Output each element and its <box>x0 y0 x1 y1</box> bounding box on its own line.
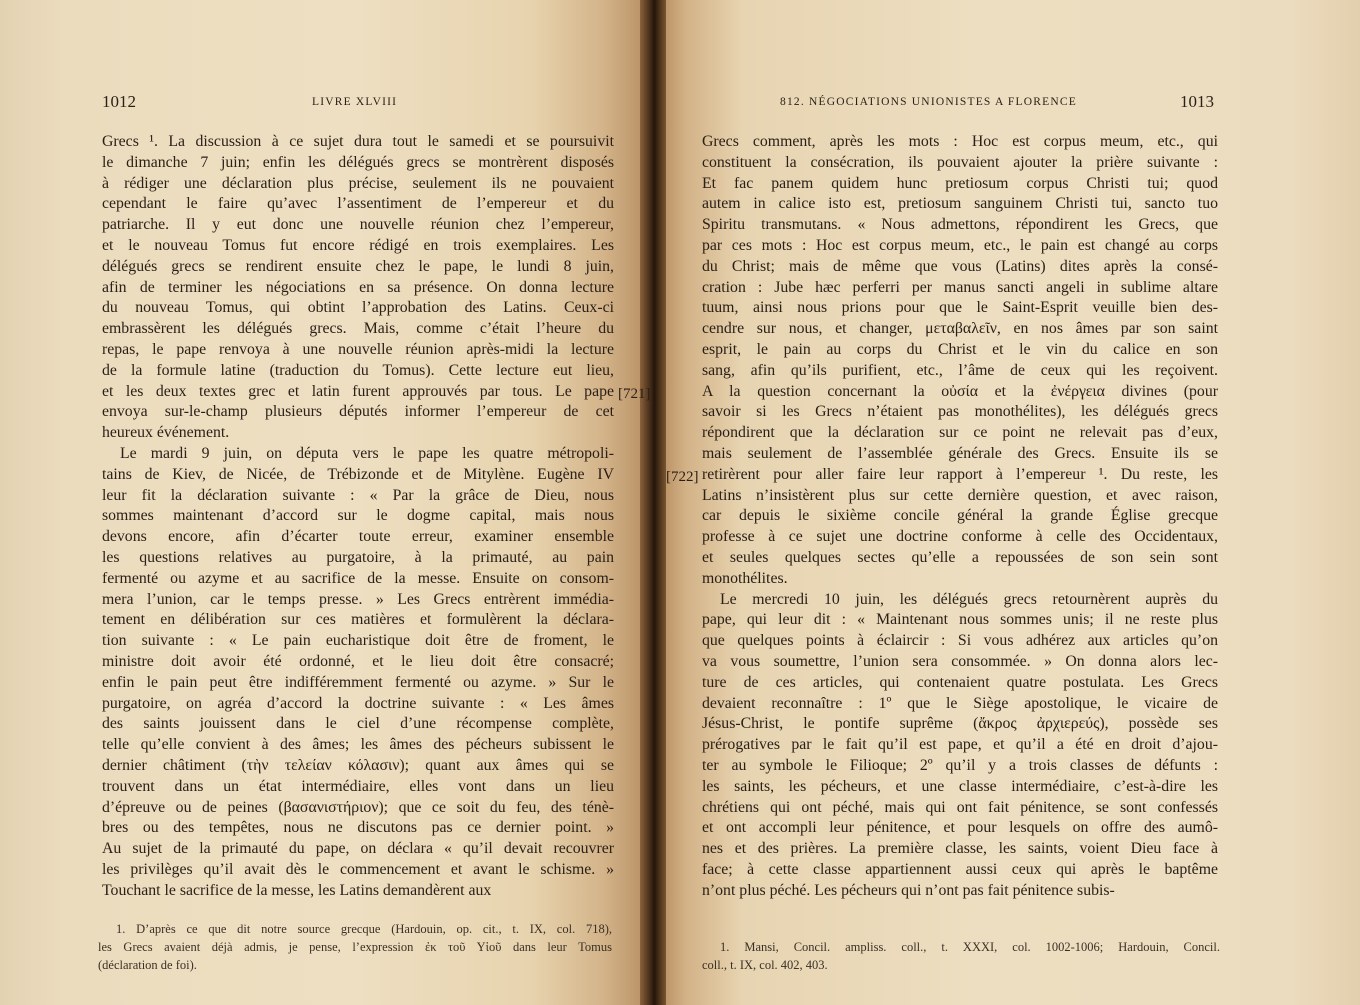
left-footnote <box>98 920 612 974</box>
text-line: esprit, le pain au corps du Christ et le vin du calice en son <box>702 340 1218 358</box>
text-line: mera l’union, car le temps presse. » Les Grecs entrèrent immédia- <box>102 590 614 608</box>
text-line: ministre doit avoir été ordonné, et le lieu doit être consacré; <box>102 652 614 670</box>
text-line: telle qu’elle convient à des âmes; les âmes des pécheurs subissent le <box>102 736 614 754</box>
text-line: cendre sur nous, et changer, μεταβαλεῖν, en nos âmes par son saint <box>702 320 1218 338</box>
text-line: prérogatives par le fait qu’il est pape, et qu’il a été en droit d’ajou- <box>702 736 1218 754</box>
text-line: va vous soumettre, l’union sera consommée. » On donna alors lec- <box>702 652 1218 670</box>
text-line: tains de Kiev, de Nicée, de Trébizonde et de Mitylène. Eugène IV <box>102 465 614 483</box>
book-gutter <box>640 0 666 1005</box>
text-line: Jésus-Christ, le pontife suprême (ἄκρος ἀρχιερεύς), possède ses <box>702 715 1218 733</box>
right-running-head <box>658 92 1360 116</box>
footnote-line: 1. Mansi, Concil. ampliss. coll., t. XXXI, col. 1002-1006; Hardouin, Concil. <box>720 940 1220 954</box>
text-line: bres ou des tempêtes, nous ne discutons pas ce dernier point. » <box>102 819 614 837</box>
text-line: monothélites. <box>702 569 788 587</box>
text-line: Le mardi 9 juin, on députa vers le pape les quatre métropoli- <box>120 444 614 462</box>
text-line: cration : Jube hæc perferri per manus sancti angeli in sublime altare <box>702 278 1218 296</box>
text-line: retirèrent pour aller faire leur rapport à l’empereur ¹. Du reste, les <box>702 465 1218 483</box>
text-line: de la formule latine (traduction du Tomus). Cette lecture eut lieu, <box>102 361 614 379</box>
text-line: leur fit la déclaration suivante : « Par la grâce de Dieu, nous <box>102 486 614 504</box>
text-line: purgatoire, on agréa d’accord la doctrine suivante : « Les âmes <box>102 694 614 712</box>
text-line: trouvent dans un état intermédiaire, elles vont dans un lieu <box>102 777 614 795</box>
text-line: Touchant le sacrifice de la messe, les Latins demandèrent aux <box>102 881 492 899</box>
left-body-text <box>102 132 614 901</box>
left-running-head <box>0 92 648 116</box>
text-line: tement en délibération sur ces matières et formulèrent la déclara- <box>102 611 614 629</box>
text-line: par ces mots : Hoc est corpus meum, etc., le pain est changé au corps <box>702 236 1218 254</box>
text-line: tuum, ainsi nous prions pour que le Saint-Esprit veuille bien des- <box>702 299 1218 317</box>
text-line: Spiritu transmutans. « Nous admettons, répondirent les Grecs, que <box>702 216 1218 234</box>
text-line: des saints jouissent dans le ciel d’une récompense complète, <box>102 715 614 733</box>
text-line: sang, afin qu’ils purifient, etc., l’âme de ceux qui les reçoivent. <box>702 361 1218 379</box>
text-line: pape, qui leur dit : « Maintenant nous sommes unis; il ne reste plus <box>702 611 1218 629</box>
text-line: que quelques points à éclaircir : Si vous adhérez aux articles qu’on <box>702 632 1218 650</box>
footnote-line: les Grecs avaient déjà admis, je pense, l’expression ἐκ τοῦ Υἱοῦ dans leur Tomus <box>98 940 612 954</box>
right-footnote <box>702 938 1220 974</box>
text-line: ter au symbole le Filioque; 2º qu’il y a trois classes de défunts : <box>702 756 1218 774</box>
text-line: Grecs ¹. La discussion à ce sujet dura tout le samedi et se poursuivit <box>102 133 614 150</box>
text-line: dernier châtiment (τὴν τελείαν κόλασιν); quant aux âmes qui se <box>102 756 614 774</box>
text-line: ture de ces articles, qui contenaient quatre postulata. Les Grecs <box>702 673 1218 691</box>
left-page <box>0 0 648 1005</box>
text-line: et seules quelques sectes qu’elle a repoussées de son sein sont <box>702 548 1218 566</box>
footnote-line: (déclaration de foi). <box>98 958 197 972</box>
text-line: cependant le faire qu’avec l’assentiment de l’empereur et du <box>102 195 614 213</box>
text-line: car depuis le sixième concile général la grande Église grecque <box>702 507 1218 525</box>
text-line: professe à ce sujet une doctrine conforme à celle des Occidentaux, <box>702 528 1218 546</box>
text-line: du nouveau Tomus, qui obtint l’approbation des Latins. Ceux-ci <box>102 299 614 317</box>
footnote-line: 1. D’après ce que dit notre source grecque (Hardouin, op. cit., t. IX, col. 718), <box>116 922 612 936</box>
footnote-line: coll., t. IX, col. 402, 403. <box>702 958 828 972</box>
text-line: devons encore, afin d’écarter toute erreur, examiner ensemble <box>102 528 614 546</box>
text-line: Latins n’insistèrent plus sur cette dernière question, et avec raison, <box>702 486 1218 504</box>
text-line: à rédiger une déclaration plus précise, seulement ils ne pouvaient <box>102 174 614 192</box>
text-line: n’ont plus péché. Les pécheurs qui n’ont pas fait pénitence subis- <box>702 881 1115 899</box>
text-line: autem in calice isto est, pretiosum sanguinem Christi tui, sancto tuo <box>702 195 1218 213</box>
marginal-ref-721: [721] <box>618 386 651 402</box>
text-line: fermenté ou azyme et au sacrifice de la messe. Ensuite on consom- <box>102 569 614 587</box>
text-line: chrétiens qui ont péché, mais qui ont fait pénitence, se sont confessés <box>702 798 1218 816</box>
right-running-title: 812. NÉGOCIATIONS UNIONISTES A FLORENCE <box>780 96 1077 108</box>
text-line: afin de terminer les négociations en sa présence. On donna lecture <box>102 278 614 296</box>
text-line: A la question concernant la οὐσία et la ἐνέργεια divines (pour <box>702 382 1218 400</box>
text-line: sommes maintenant d’accord sur le dogme capital, mais nous <box>102 507 614 525</box>
text-line: Et fac panem quidem hunc pretiosum corpus Christi tui; quod <box>702 174 1218 192</box>
text-line: les privilèges qu’il avait dès le commencement et avant le schisme. » <box>102 860 614 878</box>
text-line: patriarche. Il y eut donc une nouvelle réunion chez l’empereur, <box>102 216 614 234</box>
text-line: mais seulement de l’assemblée générale des Grecs. Ensuite ils se <box>702 444 1218 462</box>
left-page-number: 1012 <box>102 92 136 111</box>
right-page-number: 1013 <box>1180 92 1214 111</box>
text-line: les questions relatives au purgatoire, à la primauté, au pain <box>102 548 614 566</box>
text-line: du Christ; mais de même que vous (Latins) dites après la consé- <box>702 257 1218 275</box>
text-line: nes et des prières. La première classe, les saints, voient Dieu face à <box>702 840 1218 858</box>
text-line: face; à cette classe appartiennent aussi ceux qui après le baptême <box>702 860 1218 878</box>
text-line: Le mercredi 10 juin, les délégués grecs retournèrent auprès du <box>720 590 1218 608</box>
left-running-title: LIVRE XLVIII <box>312 96 398 108</box>
right-body-text <box>702 132 1218 901</box>
right-page <box>658 0 1360 1005</box>
text-line: Au sujet de la primauté du pape, on déclara « qu’il devait recouvrer <box>102 840 614 858</box>
text-line: tion suivante : « Le pain eucharistique doit être de froment, le <box>102 632 614 650</box>
text-line: envoya sur-le-champ plusieurs députés informer l’empereur de cet <box>102 403 614 421</box>
text-line: heureux événement. <box>102 424 230 442</box>
text-line: constituent la consécration, ils pouvaient ajouter la prière suivante : <box>702 153 1218 171</box>
marginal-ref-722: [722] <box>666 469 699 485</box>
text-line: repas, le pape renvoya à une nouvelle réunion après-midi la lecture <box>102 340 614 358</box>
text-line: et le nouveau Tomus fut encore rédigé en trois exemplaires. Les <box>102 236 614 254</box>
text-line: savoir si les Grecs n’étaient pas monothélites), les délégués grecs <box>702 403 1218 421</box>
text-line: et ont accompli leur pénitence, et pour lesquels on offre des aumô- <box>702 819 1218 837</box>
text-line: les saints, les pécheurs, et une classe intermédiaire, c’est-à-dire les <box>702 777 1218 795</box>
text-line: devaient reconnaître : 1º que le Siège apostolique, le vicaire de <box>702 694 1218 712</box>
text-line: et les deux textes grec et latin furent approuvés par tous. Le pape <box>102 382 614 400</box>
text-line: d’épreuve ou de peines (βασανιστήριον); que ce soit du feu, des ténè- <box>102 798 614 816</box>
text-line: répondirent que la déclaration sur ce point ne relevait pas d’eux, <box>702 424 1218 442</box>
text-line: enfin le pain peut être indifféremment fermenté ou azyme. » Sur le <box>102 673 614 691</box>
text-line: embrassèrent les délégués grecs. Mais, comme c’était l’heure du <box>102 320 614 338</box>
text-line: délégués grecs se rendirent ensuite chez le pape, le lundi 8 juin, <box>102 257 614 275</box>
text-line: le dimanche 7 juin; enfin les délégués grecs se montrèrent disposés <box>102 153 614 171</box>
text-line: Grecs comment, après les mots : Hoc est corpus meum, etc., qui <box>702 133 1218 150</box>
